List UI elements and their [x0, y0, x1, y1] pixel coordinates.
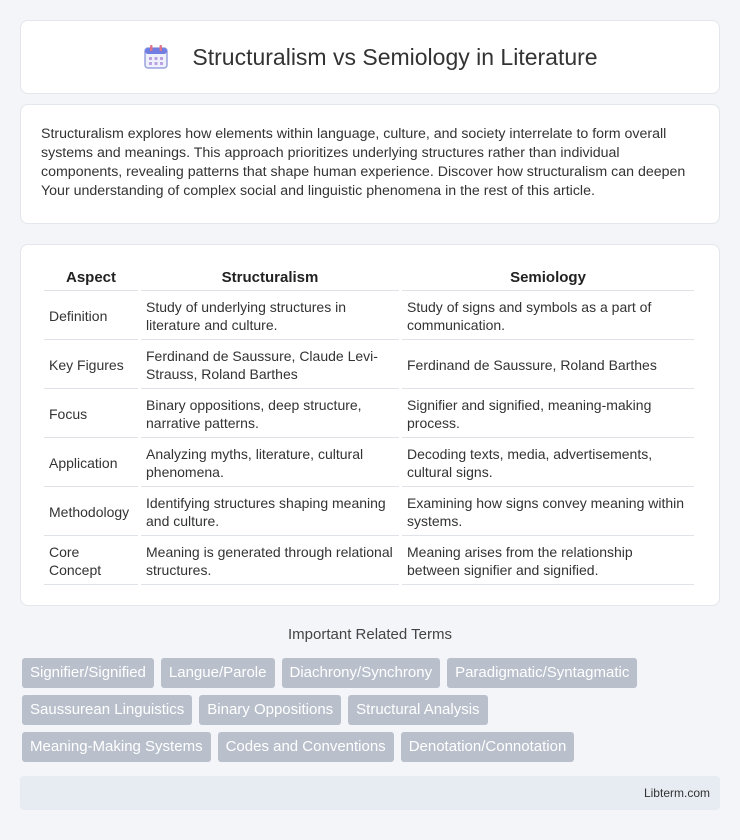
- cell-semiology: Signifier and signified, meaning-making process.: [402, 391, 694, 438]
- cell-structuralism: Identifying structures shaping meaning and culture.: [141, 489, 399, 536]
- header-card: [20, 20, 720, 94]
- cell-semiology: Decoding texts, media, advertisements, cultural signs.: [402, 440, 694, 487]
- header-aspect: Aspect: [44, 265, 138, 291]
- comparison-card: [20, 244, 720, 606]
- tag-row: [22, 732, 722, 762]
- table-row: [44, 489, 694, 536]
- tag-diachrony-synchrony[interactable]: Diachrony/Synchrony: [282, 658, 441, 688]
- footer: [20, 776, 720, 810]
- cell-aspect: Methodology: [44, 489, 138, 536]
- cell-aspect: Key Figures: [44, 342, 138, 389]
- tag-langue-parole[interactable]: Langue/Parole: [161, 658, 275, 688]
- cell-structuralism: Analyzing myths, literature, cultural phenomena.: [141, 440, 399, 487]
- footer-site-link[interactable]: Libterm.com: [643, 786, 710, 800]
- cell-structuralism: Study of underlying structures in literature and culture.: [141, 293, 399, 340]
- tag-row: [22, 695, 722, 725]
- calendar-icon: [142, 43, 170, 71]
- header-semiology: Semiology: [402, 265, 694, 291]
- intro-text: Structuralism explores how elements within language, culture, and society interrelate to form overall systems and meanings. This approach prioritizes underlying structures rather than individual components, revealing patterns that shape human experience. Discover how structuralism can deepen Your understanding of complex social and linguistic phenomena in the rest of this article.: [41, 126, 686, 199]
- table-row: [44, 538, 694, 585]
- cell-semiology: Meaning arises from the relationship between signifier and signified.: [402, 538, 694, 585]
- tag-row: [22, 658, 722, 688]
- header-structuralism: Structuralism: [141, 265, 399, 291]
- related-terms-title: Important Related Terms: [288, 626, 452, 643]
- table-header-row: [44, 265, 694, 291]
- table-row: [44, 342, 694, 389]
- cell-semiology: Examining how signs convey meaning within systems.: [402, 489, 694, 536]
- cell-semiology: Ferdinand de Saussure, Roland Barthes: [402, 342, 694, 389]
- table-row: [44, 293, 694, 340]
- intro-card: [20, 104, 720, 224]
- cell-semiology: Study of signs and symbols as a part of communication.: [402, 293, 694, 340]
- tag-signifier-signified[interactable]: Signifier/Signified: [22, 658, 154, 688]
- tag-structural-analysis[interactable]: Structural Analysis: [348, 695, 487, 725]
- comparison-table: [41, 263, 697, 587]
- tag-paradigmatic-syntagmatic[interactable]: Paradigmatic/Syntagmatic: [447, 658, 637, 688]
- page-title: Structuralism vs Semiology in Literature: [192, 43, 598, 70]
- tag-denotation-connotation[interactable]: Denotation/Connotation: [401, 732, 575, 762]
- cell-aspect: Application: [44, 440, 138, 487]
- cell-aspect: Core Concept: [44, 538, 138, 585]
- cell-structuralism: Binary oppositions, deep structure, narrative patterns.: [141, 391, 399, 438]
- table-row: [44, 391, 694, 438]
- related-terms: [22, 658, 722, 769]
- tag-codes-and-conventions[interactable]: Codes and Conventions: [218, 732, 394, 762]
- table-row: [44, 440, 694, 487]
- tag-meaning-making-systems[interactable]: Meaning-Making Systems: [22, 732, 211, 762]
- cell-aspect: Definition: [44, 293, 138, 340]
- tag-binary-oppositions[interactable]: Binary Oppositions: [199, 695, 341, 725]
- cell-structuralism: Ferdinand de Saussure, Claude Levi-Strauss, Roland Barthes: [141, 342, 399, 389]
- cell-aspect: Focus: [44, 391, 138, 438]
- cell-structuralism: Meaning is generated through relational structures.: [141, 538, 399, 585]
- tag-saussurean-linguistics[interactable]: Saussurean Linguistics: [22, 695, 192, 725]
